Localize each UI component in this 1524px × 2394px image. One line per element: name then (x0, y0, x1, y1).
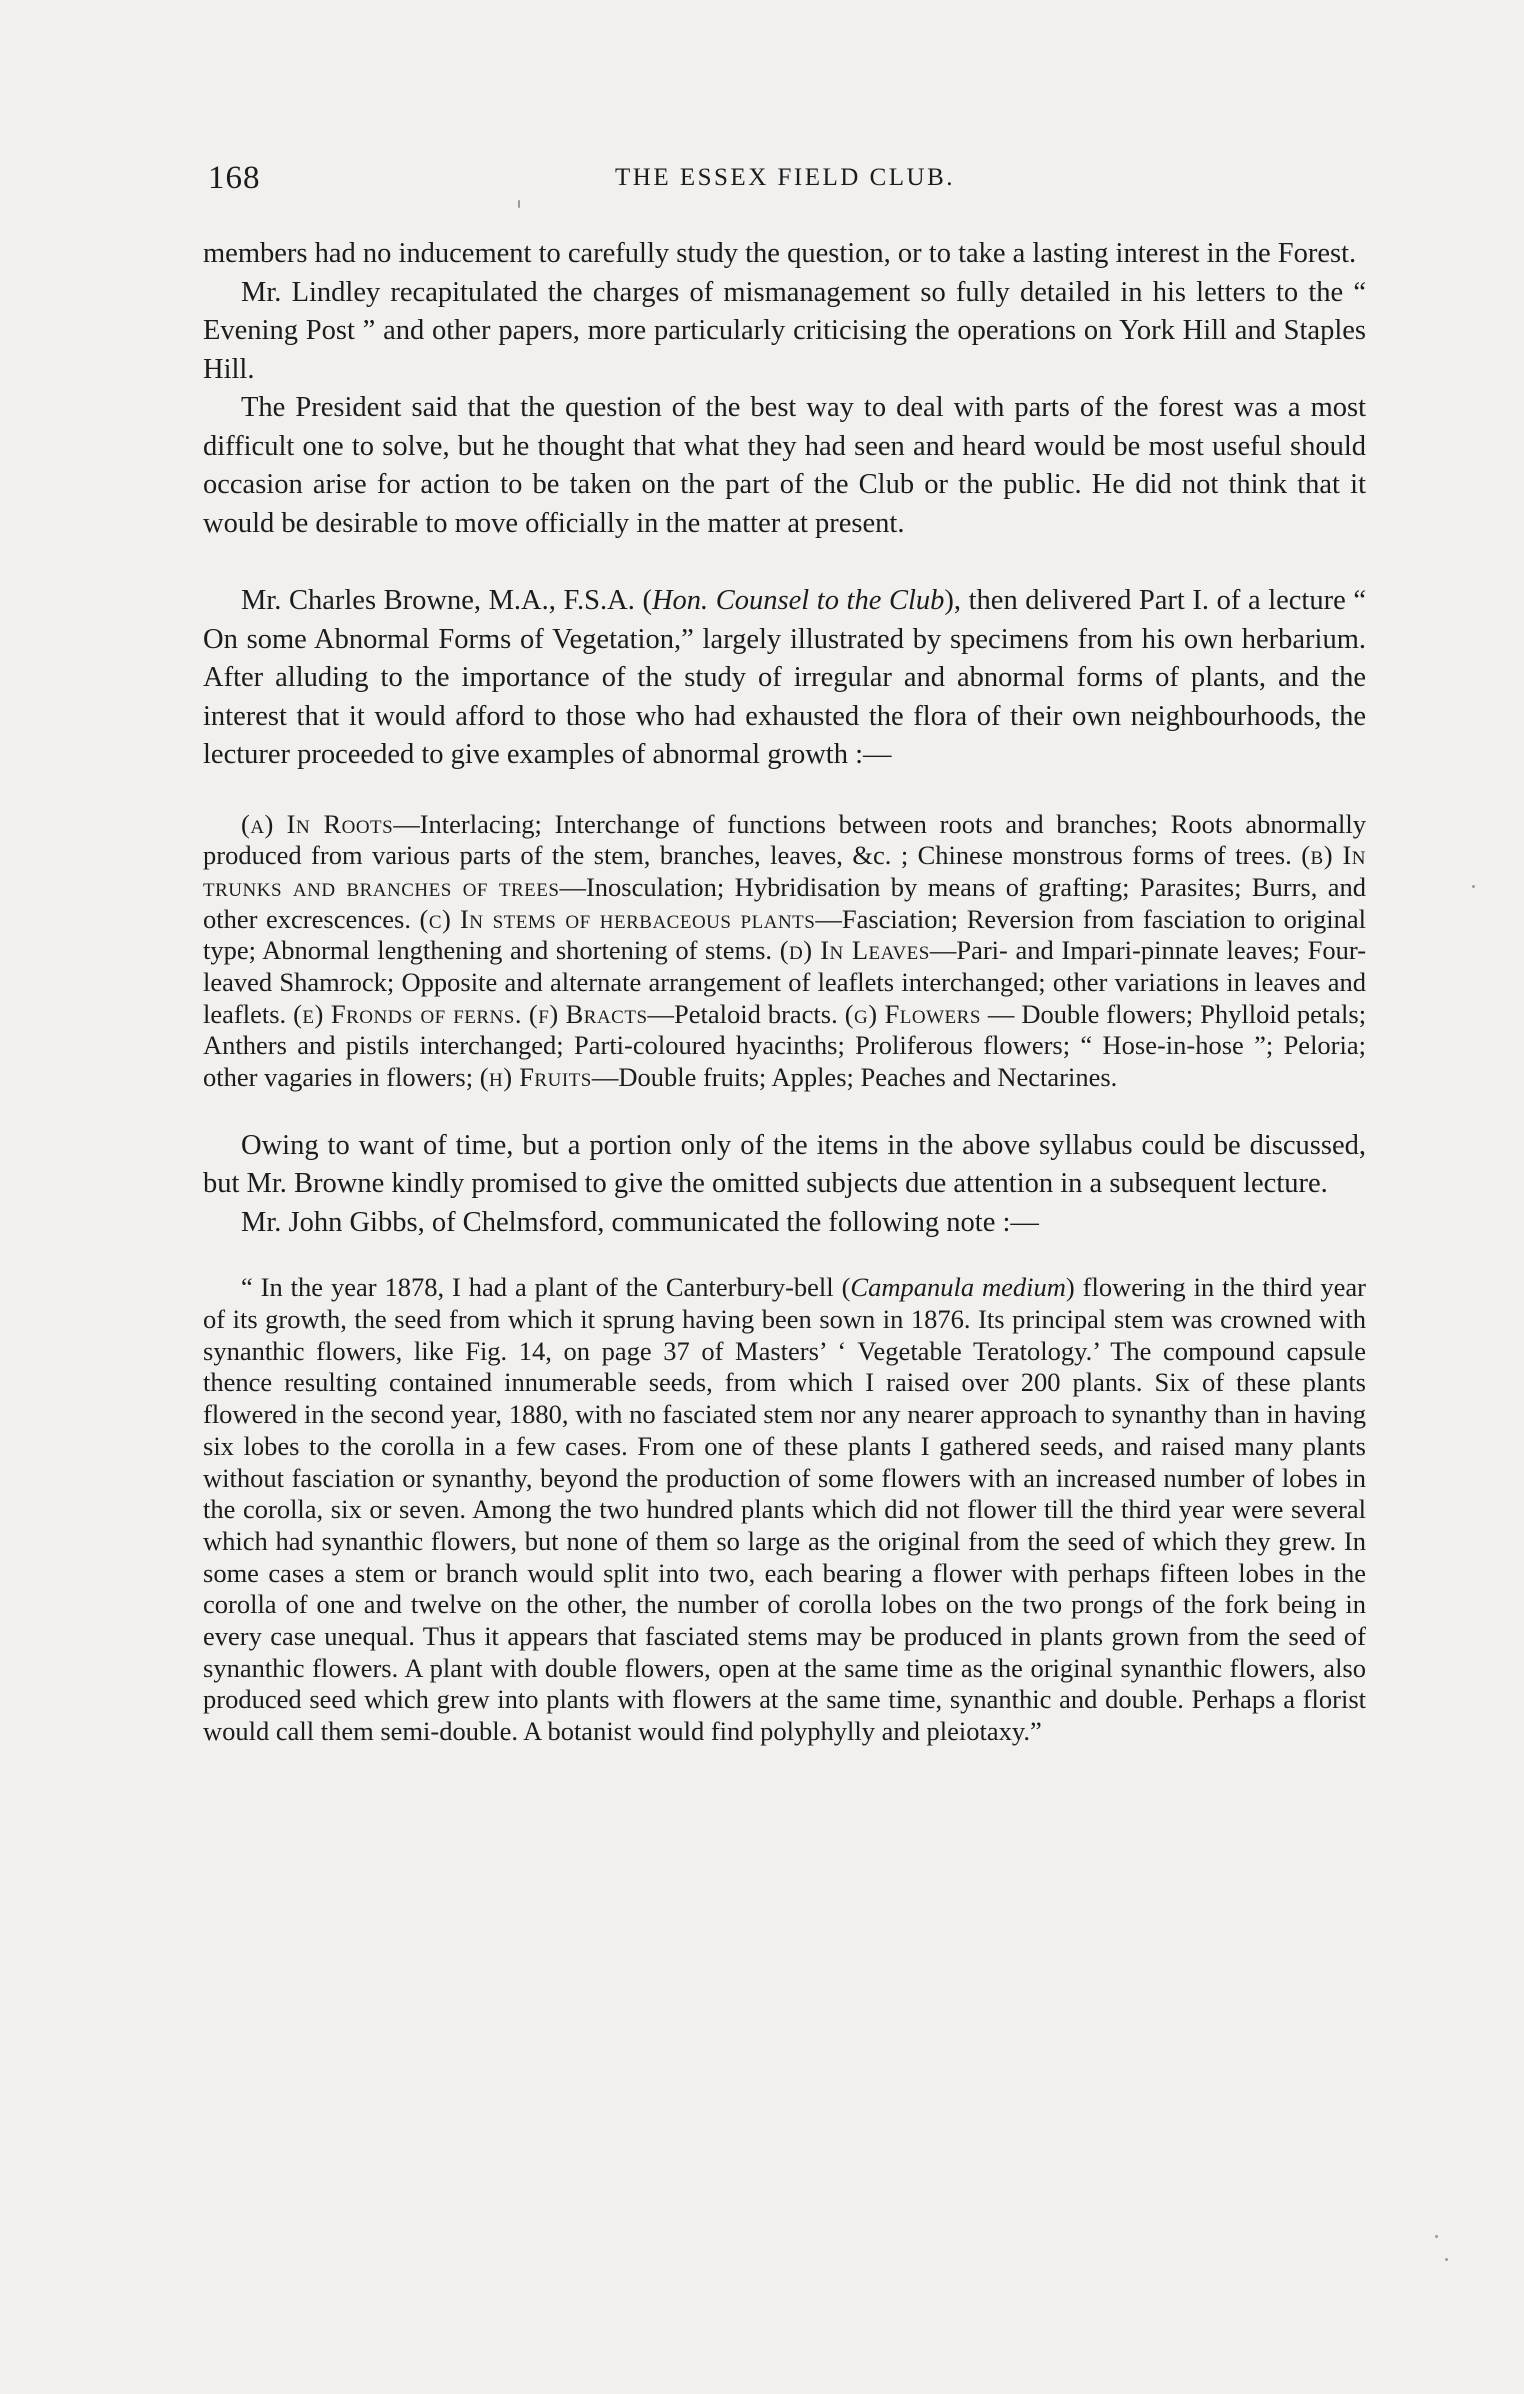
paragraph-continuation: members had no inducement to carefully study the question, or to take a lasting interest in the Forest. (203, 238, 1357, 269)
syllabus-text-a: —Interlacing; Interchange of functions between roots and branches; Roots abnormally produced from various parts of the stem, branches, leaves, &c. ; Chinese monstrous forms of trees. (203, 808, 1367, 871)
quote-species-italic: Campanula medium (850, 1272, 1066, 1303)
page-number: 168 (208, 160, 261, 196)
paragraph-lindley: Mr. Lindley recapitulated the charges of mismanagement so fully detailed in his letters to the “ Evening Post ” and other papers, more particularly criticising the operations on York Hill and Staples Hill. (203, 276, 1366, 385)
paper-speck (1435, 2235, 1438, 2238)
page-header (200, 160, 1370, 210)
paper-speck (1472, 885, 1475, 888)
syllabus-head-a: In Roots (286, 808, 394, 839)
syllabus-text-c: —Fasciation; Reversion from fasciation to original type; Abnormal lengthening and shortening of stems. (203, 903, 1367, 966)
paragraph-browne-lecture (203, 582, 1366, 775)
paragraph-gibbs-intro: Mr. John Gibbs, of Chelmsford, communicated the following note :— (241, 1206, 1039, 1238)
syllabus-text-g: — Double flowers; Phylloid petals; Anthers and pistils interchanged; Parti-coloured hyacinths; Proliferous flowers; “ Hose-in-hose ”; Peloria; other vagaries in flowers; (203, 998, 1367, 1093)
syllabus-label-g: (g) (844, 998, 878, 1029)
syllabus-head-c: In stems of herbaceous plants (459, 903, 816, 934)
lecture-syllabus (203, 809, 1366, 1094)
paper-speck (1445, 2258, 1448, 2261)
syllabus-label-c: (c) (419, 903, 452, 934)
quote-text-rest: ) flowering in the third year of its growth, the seed from which it sprung having been sown in 1876. Its principal stem was crowned with synanthic flowers, like Fig. 14, on page 37 of Masters’ ‘ Vegetable Teratology.’ The compound capsule thence resulting contained innumerable seeds, from which I raised over 200 plants. Six of these plants flowered in the second year, 1880, with no fasciated stem nor any nearer approach to synanthy than in having six lobes to the corolla in a few cases. From one of these plants I gathered seeds, and raised many plants without fasciation or synanthy, beyond the production of some flowers with an increased number of lobes in the corolla, six or seven. Among the two hundred plants which did not flower till the third year were several which had synanthic flowers, but none of them so large as the original from the seed of which they grew. In some cases a stem or branch would split into two, each bearing a flower with perhaps fifteen lobes in the corolla of one and twelve on the other, the number of corolla lobes on the two prongs of the fork being in every case unequal. Thus it appears that fasciated stems may be produced in plants grown from the seed of synanthic flowers. A plant with double flowers, open at the same time as the original synanthic flowers, also produced seed which grew into plants with flowers at the same time, synanthic and double. Perhaps a florist would call them semi-double. A botanist would find polyphylly and pleiotaxy.” (203, 1272, 1366, 1747)
gibbs-quoted-note (203, 1272, 1366, 1748)
quote-text-start: “ In the year 1878, I had a plant of the Canterbury-bell ( (241, 1272, 851, 1303)
syllabus-head-g: Flowers (884, 998, 981, 1029)
browne-text-start: Mr. Charles Browne, M.A., F.S.A. ( (241, 585, 652, 616)
syllabus-head-b: In trunks and branches of trees (203, 840, 1367, 902)
page-body (203, 235, 1366, 1748)
paper-speck (518, 200, 520, 208)
syllabus-label-b: (b) (1301, 840, 1334, 871)
syllabus-text-f: —Petaloid bracts. (647, 998, 838, 1029)
browne-title-italic: Hon. Counsel to the Club (651, 585, 945, 616)
browne-text-rest: ), then delivered Part I. of a lecture “ On some Abnormal Forms of Vegetation,” largely illustrated by specimens from his own herbarium. After alluding to the importance of the study of irregular and abnormal forms of plants, and the interest that it would afford to those who had exhausted the flora of their own neighbourhoods, the lecturer proceeded to give examples of abnormal growth :— (203, 585, 1366, 770)
paragraph-president: The President said that the question of the best way to deal with parts of the forest was a most difficult one to solve, but he thought that what they had seen and heard would be most useful should occasion arise for action to be taken on the part of the Club or the public. He did not think that it would be desirable to move officially in the matter at present. (203, 392, 1366, 539)
paragraph-want-of-time: Owing to want of time, but a portion only of the items in the above syllabus could be discussed, but Mr. Browne kindly promised to give the omitted subjects due attention in a subsequent lecture. (203, 1129, 1366, 1200)
syllabus-text-b: —Inosculation; Hybridisation by means of grafting; Parasites; Burrs, and other excrescences. (203, 871, 1366, 934)
syllabus-label-e: (e) (293, 998, 324, 1029)
running-head: THE ESSEX FIELD CLUB. (615, 164, 955, 191)
syllabus-head-d: In Leaves (820, 935, 930, 966)
syllabus-text-d: —Pari- and Impari-pinnate leaves; Four-leaved Shamrock; Opposite and alternate arrangement of leaflets interchanged; other variations in leaves and leaflets. (203, 935, 1367, 1029)
syllabus-label-h: (h) (479, 1062, 513, 1093)
syllabus-head-e: Fronds of ferns. (330, 998, 522, 1029)
syllabus-label-d: (d) (779, 935, 813, 966)
syllabus-label-a: (a) (241, 808, 274, 839)
syllabus-label-f: (f) (528, 998, 559, 1029)
syllabus-head-h: Fruits (519, 1062, 592, 1093)
syllabus-text-h: —Double fruits; Apples; Peaches and Nectarines. (591, 1062, 1118, 1093)
syllabus-head-f: Bracts (565, 998, 648, 1029)
